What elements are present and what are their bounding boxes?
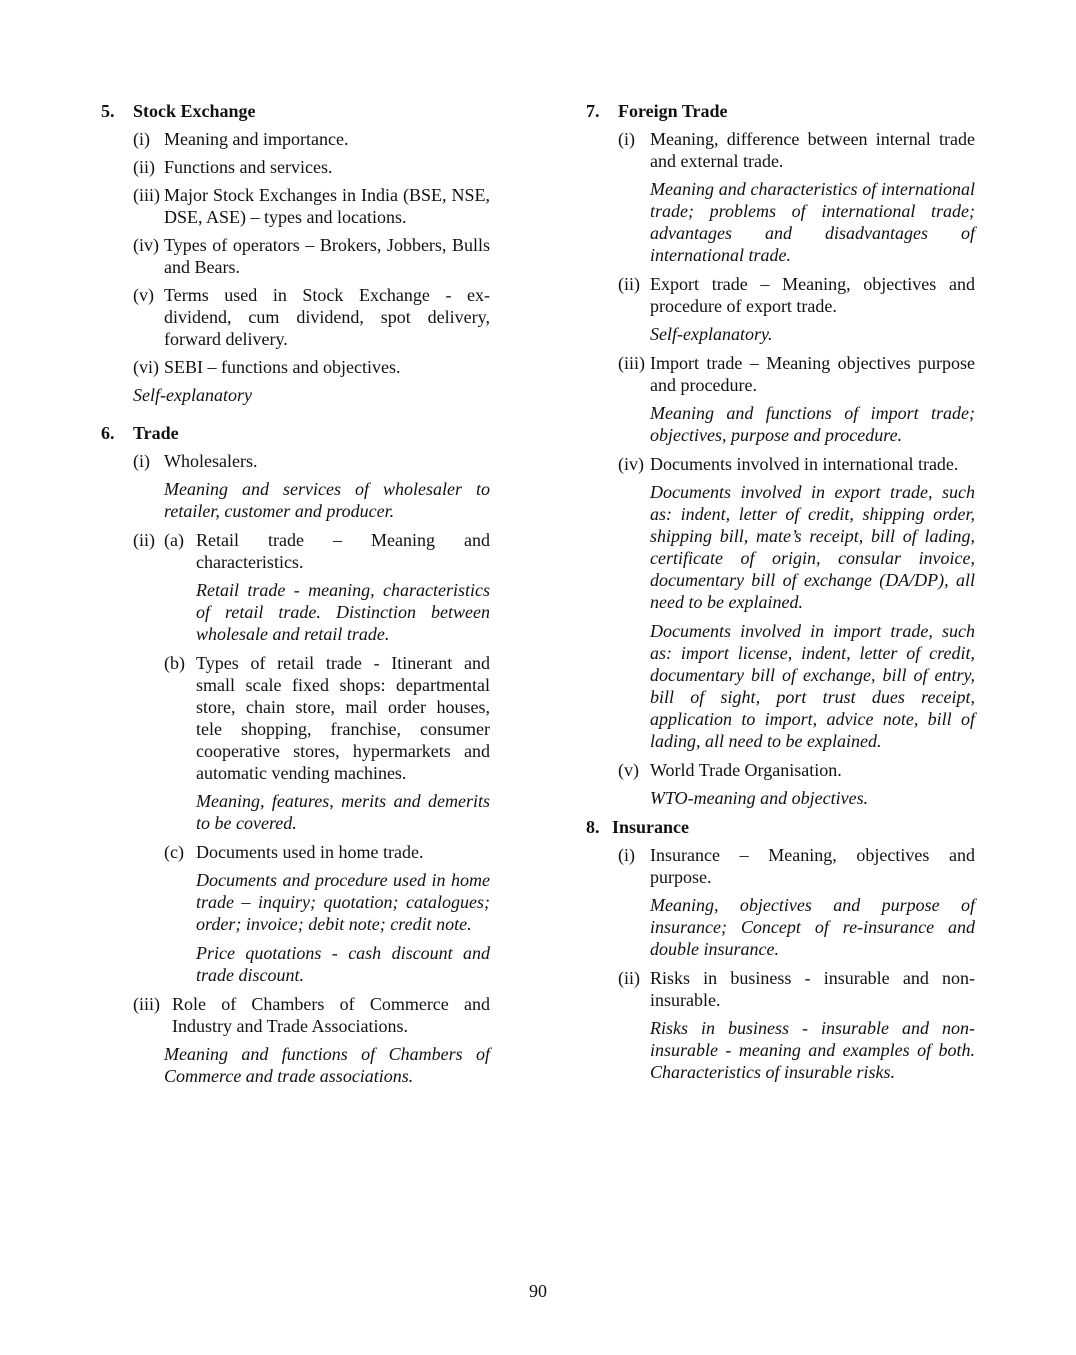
list-item	[133, 529, 490, 993]
item-label: (iv)	[618, 454, 644, 474]
item-text: Export trade – Meaning, objectives and procedure of export trade.	[650, 274, 975, 316]
section-5-body	[101, 128, 490, 406]
list-item	[133, 156, 490, 178]
list-item	[618, 844, 975, 888]
page-number: 90	[529, 1281, 547, 1301]
section-title: Trade	[133, 423, 179, 443]
item-text: Documents involved in international trade.	[650, 454, 959, 474]
list-item	[133, 356, 490, 378]
item-text: Major Stock Exchanges in India (BSE, NSE, DSE, ASE) – types and locations.	[164, 185, 490, 227]
item-label: (ii)	[133, 157, 155, 177]
left-column	[101, 100, 490, 1094]
sub-item-note: Price quotations - cash discount and trade discount.	[196, 943, 490, 985]
section-6-heading	[101, 422, 490, 444]
sub-item-note: Retail trade - meaning, characteristics of retail trade. Distinction between wholesale and retail trade.	[196, 580, 490, 644]
item-label: (i)	[618, 129, 635, 149]
item-text: Meaning and importance.	[164, 129, 349, 149]
sub-item-text: Types of retail trade - Itinerant and small scale fixed shops: departmental store, chain store, mail order houses, tele shopping, franchise, consumer cooperative stores, hypermarkets and automatic vending machines.	[196, 653, 490, 783]
item-note: Risks in business - insurable and non-insurable - meaning and examples of both. Characteristics of insurable risks.	[650, 1018, 975, 1082]
item-label: (i)	[133, 129, 150, 149]
list-item	[133, 234, 490, 278]
item-note: Meaning and characteristics of international trade; problems of international trade; advantages and disadvantages of international trade.	[650, 179, 975, 265]
item-note: Meaning and services of wholesaler to retailer, customer and producer.	[164, 479, 490, 521]
section-title: Foreign Trade	[618, 101, 728, 121]
section-title: Insurance	[612, 817, 690, 837]
item-note: Documents involved in import trade, such as: import license, indent, letter of credit, documentary bill of exchange, bill of entry, bill of sight, port trust dues receipt, application to import, advice note, bill of lading, all need to be explained.	[650, 621, 975, 751]
item-label: (i)	[133, 451, 150, 471]
sub-item-note: Meaning, features, merits and demerits to be covered.	[196, 791, 490, 833]
sub-item-label: (b)	[164, 653, 185, 673]
item-text: Functions and services.	[164, 157, 333, 177]
list-item	[133, 184, 490, 228]
section-number: 6.	[101, 423, 115, 443]
right-column	[586, 100, 975, 1090]
section-7-body	[586, 128, 975, 809]
list-item	[618, 273, 975, 317]
list-item	[133, 450, 490, 472]
item-note: Meaning and functions of Chambers of Commerce and trade associations.	[164, 1044, 490, 1086]
section-number: 8.	[586, 817, 600, 837]
section-title: Stock Exchange	[133, 101, 256, 121]
section-8-body	[586, 844, 975, 1083]
item-text: SEBI – functions and objectives.	[164, 357, 401, 377]
item-text: Role of Chambers of Commerce and Industry and Trade Associations.	[172, 994, 490, 1036]
item-text: Meaning, difference between internal trade and external trade.	[650, 129, 975, 171]
section-5-heading	[101, 100, 490, 122]
item-label: (ii)	[618, 274, 640, 294]
section-number: 7.	[586, 101, 600, 121]
item-label: (ii)	[133, 530, 155, 550]
item-label: (ii)	[618, 968, 640, 988]
sub-item	[164, 841, 490, 863]
list-item	[618, 128, 975, 172]
item-label: (iv)	[133, 235, 159, 255]
list-item	[618, 759, 975, 781]
sub-item-text: Documents used in home trade.	[196, 842, 424, 862]
item-note: Meaning, objectives and purpose of insurance; Concept of re-insurance and double insurance.	[650, 895, 975, 959]
sub-list	[164, 529, 490, 993]
sub-item	[164, 652, 490, 784]
item-label: (i)	[618, 845, 635, 865]
item-label: (v)	[133, 285, 154, 305]
list-item	[133, 284, 490, 350]
item-label: (iii)	[133, 185, 160, 205]
list-item	[618, 453, 975, 475]
list-item	[618, 967, 975, 1011]
section-note: Self-explanatory	[133, 385, 252, 405]
item-label: (vi)	[133, 357, 159, 377]
item-text: Wholesalers.	[164, 451, 258, 471]
item-text: Insurance – Meaning, objectives and purpose.	[650, 845, 975, 887]
item-note: WTO-meaning and objectives.	[650, 788, 869, 808]
section-number: 5.	[101, 101, 115, 121]
item-note: Self-explanatory.	[650, 324, 773, 344]
item-label: (iii)	[133, 994, 160, 1014]
list-item	[618, 352, 975, 396]
item-text: Import trade – Meaning objectives purpose and procedure.	[650, 353, 975, 395]
sub-item-note: Documents and procedure used in home trade – inquiry; quotation; catalogues; order; invoice; debit note; credit note.	[196, 870, 490, 934]
list-item	[133, 993, 490, 1037]
item-note: Meaning and functions of import trade; objectives, purpose and procedure.	[650, 403, 975, 445]
sub-item-text: Retail trade – Meaning and characteristics.	[196, 530, 490, 572]
sub-item-label: (a)	[164, 530, 184, 550]
list-item	[133, 128, 490, 150]
item-text: World Trade Organisation.	[650, 760, 842, 780]
item-text: Types of operators – Brokers, Jobbers, Bulls and Bears.	[164, 235, 490, 277]
item-note: Documents involved in export trade, such as: indent, letter of credit, shipping order, shipping bill, mate’s receipt, bill of lading, certificate of origin, consular invoice, documentary bill of exchange (DA/DP), all need to be explained.	[650, 482, 975, 612]
section-8-heading	[586, 816, 975, 838]
section-6-body	[101, 450, 490, 1087]
item-label: (v)	[618, 760, 639, 780]
item-text: Terms used in Stock Exchange - ex-dividend, cum dividend, spot delivery, forward delivery.	[164, 285, 490, 349]
item-text: Risks in business - insurable and non-insurable.	[650, 968, 975, 1010]
section-7-heading	[586, 100, 975, 122]
sub-item-label: (c)	[164, 842, 184, 862]
sub-item	[164, 529, 490, 573]
item-label: (iii)	[618, 353, 645, 373]
